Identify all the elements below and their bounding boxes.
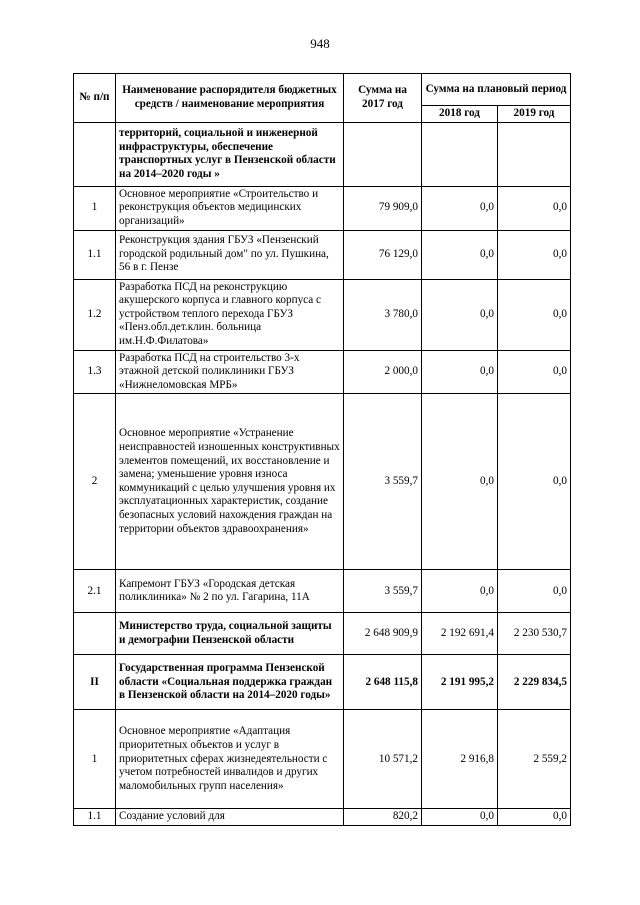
row-sum-2019: 0,0 [498, 350, 571, 394]
row-sum-2019: 2 229 834,5 [498, 655, 571, 710]
row-sum-2017: 3 559,7 [344, 394, 422, 570]
row-sum-2018: 0,0 [422, 394, 498, 570]
row-number: 1.2 [74, 279, 116, 350]
table-body [74, 122, 571, 825]
table-row [74, 570, 571, 613]
row-sum-2018: 2 916,8 [422, 710, 498, 809]
row-sum-2017: 820,2 [344, 809, 422, 826]
row-sum-2018: 2 192 691,4 [422, 613, 498, 655]
row-name: Основное мероприятие «Строительство и реконструкция объектов медицинских организаций» [116, 186, 344, 230]
row-sum-2019: 2 559,2 [498, 710, 571, 809]
header-num: № п/п [74, 74, 116, 123]
header-2019: 2019 год [498, 106, 571, 123]
header-sum-2017: Сумма на 2017 год [344, 74, 422, 123]
row-name: Разработка ПСД на строительство 3-х этажной детской поликлиники ГБУЗ «Нижнеломовская МРБ» [116, 350, 344, 394]
row-sum-2019: 0,0 [498, 279, 571, 350]
row-name: Создание условий для [116, 809, 344, 826]
row-sum-2018: 0,0 [422, 350, 498, 394]
row-name: Министерство труда, социальной защиты и демографии Пензенской области [116, 613, 344, 655]
table-row [74, 230, 571, 279]
row-number: 2.1 [74, 570, 116, 613]
row-sum-2019: 0,0 [498, 186, 571, 230]
row-sum-2019: 0,0 [498, 570, 571, 613]
row-sum-2018: 0,0 [422, 230, 498, 279]
row-name: территорий, социальной и инженерной инфраструктуры, обеспечение транспортных услуг в Пензенской области на 2014–2020 годы » [116, 122, 344, 186]
page-number: 948 [310, 36, 330, 51]
budget-table [73, 73, 571, 826]
row-sum-2017: 2 648 909,9 [344, 613, 422, 655]
row-sum-2018: 0,0 [422, 279, 498, 350]
row-name: Реконструкция здания ГБУЗ «Пензенский городской родильный дом" по ул. Пушкина, 56 в г. Пензе [116, 230, 344, 279]
table-row [74, 350, 571, 394]
table-row [74, 710, 571, 809]
row-sum-2017: 10 571,2 [344, 710, 422, 809]
row-name: Основное мероприятие «Адаптация приоритетных объектов и услуг в приоритетных сферах жизнедеятельности с учетом потребностей инвалидов и других маломобильных групп населения» [116, 710, 344, 809]
row-number: 1 [74, 186, 116, 230]
row-number: II [74, 655, 116, 710]
header-name: Наименование распорядителя бюджетных средств / наименование мероприятия [116, 74, 344, 123]
row-number: 1.1 [74, 809, 116, 826]
row-sum-2018 [422, 122, 498, 186]
row-sum-2019: 2 230 530,7 [498, 613, 571, 655]
row-sum-2019: 0,0 [498, 809, 571, 826]
table-row [74, 186, 571, 230]
row-sum-2019: 0,0 [498, 394, 571, 570]
table-row [74, 279, 571, 350]
row-sum-2017: 79 909,0 [344, 186, 422, 230]
row-sum-2018: 0,0 [422, 570, 498, 613]
row-sum-2017: 3 559,7 [344, 570, 422, 613]
row-sum-2018: 0,0 [422, 186, 498, 230]
row-number: 1.1 [74, 230, 116, 279]
row-sum-2018: 2 191 995,2 [422, 655, 498, 710]
table-row [74, 809, 571, 826]
row-sum-2018: 0,0 [422, 809, 498, 826]
row-number: 1.3 [74, 350, 116, 394]
row-name: Разработка ПСД на реконструкцию акушерского корпуса и главного корпуса с устройством теплого перехода ГБУЗ «Пенз.обл.дет.клин. больница им.Н.Ф.Филатова» [116, 279, 344, 350]
row-sum-2017 [344, 122, 422, 186]
table-row [74, 394, 571, 570]
row-number: 1 [74, 710, 116, 809]
row-number: 2 [74, 394, 116, 570]
row-number [74, 122, 116, 186]
table-header [74, 74, 571, 123]
table-row [74, 613, 571, 655]
header-plan-period: Сумма на плановый период [422, 74, 571, 106]
row-number [74, 613, 116, 655]
row-sum-2017: 76 129,0 [344, 230, 422, 279]
table-row [74, 655, 571, 710]
row-name: Основное мероприятие «Устранение неисправностей изношенных конструктивных элементов помещений, их восстановление и замена; уменьшение уровня износа коммуникаций с целью улучшения уровня их эксплуатационных характеристик, создание безопасных условий нахождения граждан на территории объектов здравоохранения» [116, 394, 344, 570]
table-row [74, 122, 571, 186]
row-sum-2017: 2 000,0 [344, 350, 422, 394]
row-name: Капремонт ГБУЗ «Городская детская поликлиника» № 2 по ул. Гагарина, 11А [116, 570, 344, 613]
row-sum-2017: 2 648 115,8 [344, 655, 422, 710]
row-name: Государственная программа Пензенской области «Социальная поддержка граждан в Пензенской области на 2014–2020 годы» [116, 655, 344, 710]
row-sum-2019 [498, 122, 571, 186]
row-sum-2019: 0,0 [498, 230, 571, 279]
row-sum-2017: 3 780,0 [344, 279, 422, 350]
header-2018: 2018 год [422, 106, 498, 123]
